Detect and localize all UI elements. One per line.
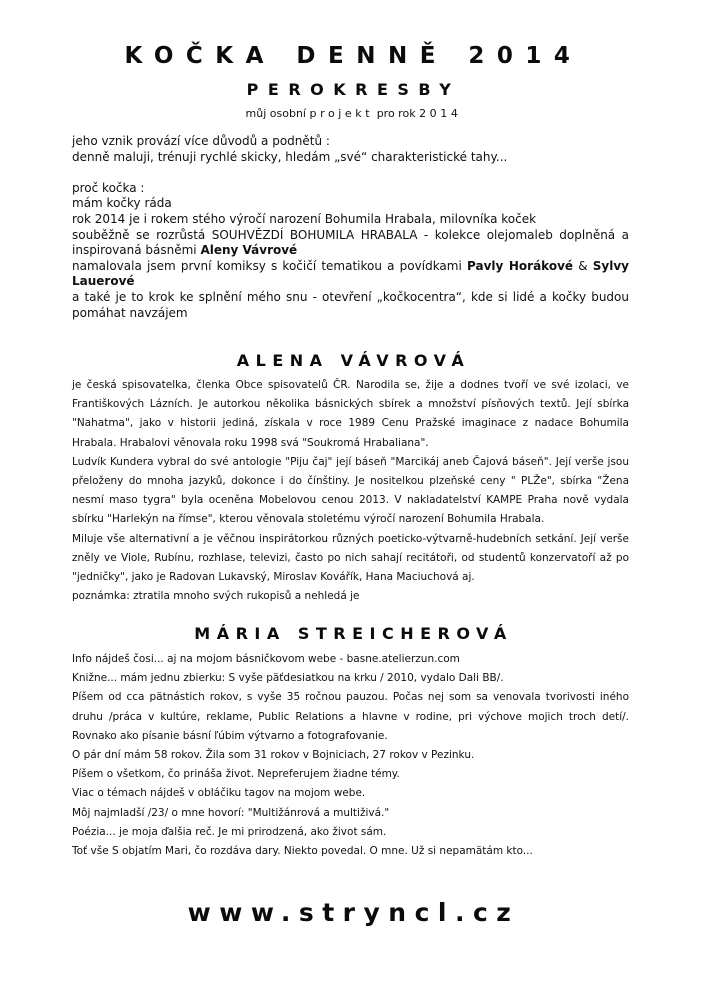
reason-item <box>72 259 629 290</box>
reason-text: namalovala jsem první komiksy s kočičí tematikou a povídkami <box>72 258 467 273</box>
footer-website-url: www.stryncl.cz <box>187 898 520 927</box>
section-title-alena-vavrova: ALENA VÁVROVÁ <box>236 351 471 370</box>
reason-item: rok 2014 je i rokem stého výročí narození Bohumila Hrabala, milovníka koček <box>72 211 537 226</box>
intro-line: denně maluji, trénuji rychlé skicky, hledám „své“ charakteristické tahy... <box>72 149 508 164</box>
tagline-project-word: projekt <box>309 107 374 120</box>
tagline-year: 2014 <box>419 107 462 120</box>
bio-paragraph: Poézia... je moja ďalšia reč. Je mi prirodzená, ako život sám. <box>72 825 387 838</box>
bio-note: poznámka: ztratila mnoho svých rukopisů a nehledá je <box>72 590 360 603</box>
ampersand: & <box>573 258 593 273</box>
tagline-prefix: můj osobní <box>245 107 306 120</box>
author-name-bold: Aleny Vávrové <box>200 243 298 258</box>
intro-line: jeho vznik provází více důvodů a podnětů : <box>72 134 330 148</box>
tagline <box>0 107 707 121</box>
author-name-bold: Sylvy Lauerové <box>72 258 630 289</box>
bio-paragraph: O pár dní mám 58 rokov. Žila som 31 rokov v Bojniciach, 27 rokov v Pezinku. <box>72 749 475 762</box>
author-name-bold: Pavly Horákové <box>467 258 574 273</box>
why-heading: proč kočka : <box>72 180 145 195</box>
bio-paragraph: je česká spisovatelka, členka Obce spisovatelů ČR. Narodila se, žije a dodnes tvoří ve své izolaci, ve Františkových Lázních. Je autorkou několika básnických sbírek a množství písňových textů. Její sbírka "Nahatma", jako v historii jediná, získala v roce 1989 Cenu Pražské imaginace z nadace Bohumila Hrabala. Hrabalovi věnovala roku 1998 svá "Soukromá Hrabaliana". <box>72 379 629 449</box>
bio-alena-vavrova <box>72 376 629 606</box>
bio-paragraph: Píšem od cca pätnástich rokov, s vyše 35 ročnou pauzou. Počas nej som sa venovala tvorivosti iného druhu /práca v kultúre, reklame, Public Relations a hlavne v rodine, pri výchove mojich troch detí/. Rovnako ako písanie básní ľúbim výtvarno a fotografovanie. <box>72 691 629 742</box>
bio-paragraph: Píšem o všetkom, čo prináša život. Nepreferujem žiadne témy. <box>72 768 400 781</box>
reason-item: mám kočky ráda <box>72 196 172 211</box>
document-subtitle: PEROKRESBY <box>246 80 461 99</box>
bio-maria-streicherova <box>72 650 629 861</box>
reason-item: a také je to krok ke splnění mého snu - otevření „kočkocentra“, kde si lidé a kočky budou pomáhat navzájem <box>72 289 629 320</box>
bio-paragraph: Ludvík Kundera vybral do své antologie "Piju čaj" její báseň "Marcikáj aneb Čajová báseň". Její verše jsou přeloženy do mnoha jazyků, dokonce i do čínštiny. Je nositelkou plzeňské ceny " PLŽe", sbírka "Žena nesmí maso tygra" byla oceněna Mobelovou cenou 2013. V nakladatelství KAMPE Praha nově vydala sbírku "Harlekýn na římse", kterou věnovala stoletému výročí narození Bohumila Hrabala. <box>72 455 629 526</box>
bio-paragraph: Toť vše S objatím Mari, čo rozdáva dary. Niekto povedal. O mne. Už si nepamätám kto... <box>72 845 533 858</box>
reason-item <box>72 228 629 259</box>
bio-paragraph: Môj najmladší /23/ o mne hovorí: "Multižánrová a multiživá." <box>72 806 390 819</box>
intro-block <box>72 134 629 321</box>
tagline-middle: pro rok <box>376 107 416 120</box>
bio-paragraph: Miluje vše alternativní a je věčnou inspirátorkou různých poeticko-výtvarně-hudebních setkání. Její verše zněly ve Viole, Rubínu, rozhlase, televizi, často po nich sahají recitátoři, od studentů konzervatoří až po "jedničky", jako je Radovan Lukavský, Miroslav Kovářík, Hana Maciuchová aj. <box>72 532 629 584</box>
document-title: KOČKA DENNĚ 2014 <box>124 43 583 69</box>
reason-text: souběžně se rozrůstá SOUHVĚZDÍ BOHUMILA HRABALA - kolekce olejomaleb doplněná a inspirovaná básněmi <box>72 227 629 258</box>
bio-paragraph: Knižne... mám jednu zbierku: S vyše päťdesiatkou na krku / 2010, vydalo Dali BB/. <box>72 672 504 685</box>
spacer <box>72 165 629 181</box>
bio-paragraph: Viac o témach nájdeš v obláčiku tagov na mojom webe. <box>72 787 366 800</box>
section-title-maria-streicherova: MÁRIA STREICHEROVÁ <box>194 624 513 643</box>
bio-paragraph: Info nájdeš čosi... aj na mojom básničkovom webe - basne.atelierzun.com <box>72 653 460 665</box>
